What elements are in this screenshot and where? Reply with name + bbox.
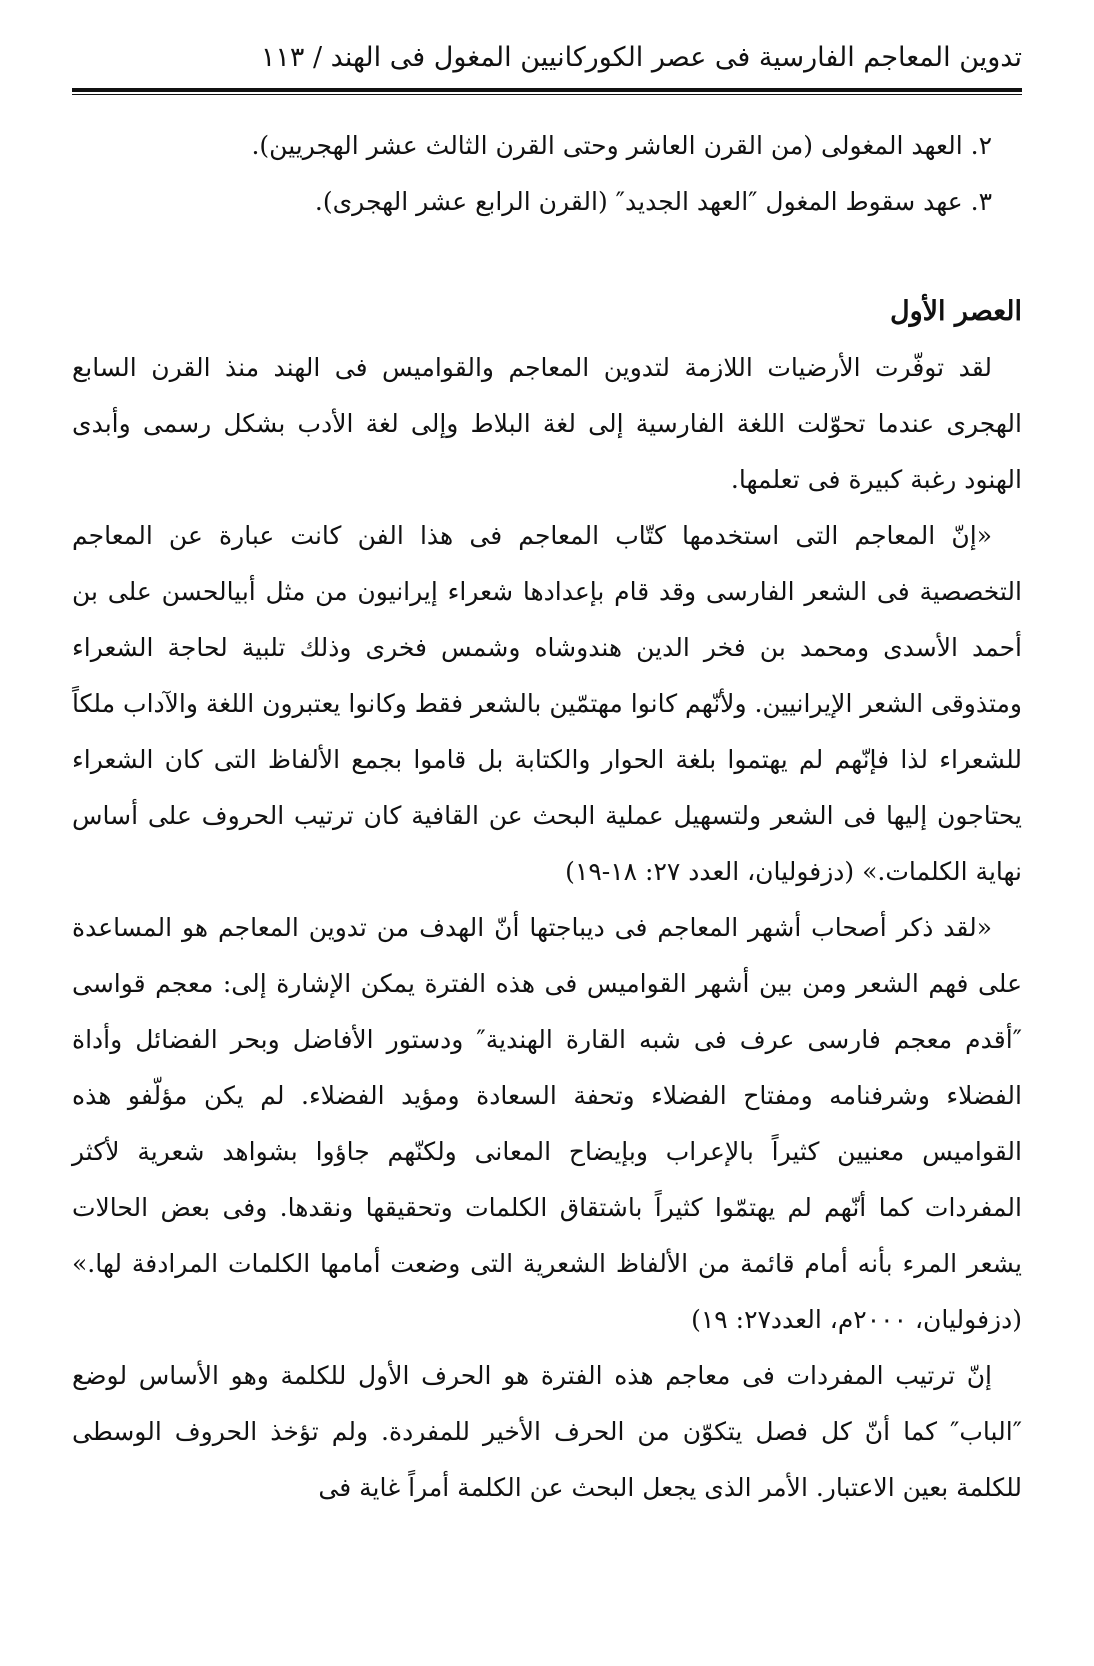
paragraph: إنّ ترتيب المفردات فى معاجم هذه الفترة هو الحرف الأول للكلمة وهو الأساس لوضع ″الباب″ كما أنّ كل فصل يتكوّن من الحرف الأخير للمفردة. ولم تؤخذ الحروف الوسطى للكلمة بعين الاعتبار. الأمر الذى يجعل البحث عن الكلمة أمراً غاية فى bbox=[72, 1361, 1022, 1502]
page-body bbox=[72, 118, 1022, 1516]
header-rule bbox=[72, 88, 1022, 95]
running-header: تدوين المعاجم الفارسية فى عصر الكوركانيين المغول فى الهند / ١١٣ bbox=[260, 42, 1022, 73]
list-item: ٣. عهد سقوط المغول ″العهد الجديد″ (القرن الرابع عشر الهجرى). bbox=[314, 187, 992, 216]
section-heading: العصر الأول bbox=[889, 296, 1022, 327]
paragraph: لقد توفّرت الأرضيات اللازمة لتدوين المعاجم والقواميس فى الهند منذ القرن السابع الهجرى عندما تحوّلت اللغة الفارسية إلى لغة البلاط وإلى لغة الأدب بشكل رسمى وأبدى الهنود رغبة كبيرة فى تعلمها. bbox=[72, 353, 1022, 494]
list-item: ٢. العهد المغولى (من القرن العاشر وحتى القرن الثالث عشر الهجريين). bbox=[251, 131, 992, 160]
quoted-paragraph: «إنّ المعاجم التى استخدمها كتّاب المعاجم فى هذا الفن كانت عبارة عن المعاجم التخصصية فى الشعر الفارسى وقد قام بإعدادها شعراء إيرانيون من مثل أبيالحسن على بن أحمد الأسدى ومحمد بن فخر الدين هندوشاه وشمس فخرى وذلك تلبية لحاجة الشعراء ومتذوقى الشعر الإيرانيين. ولأنّهم كانوا مهتمّين بالشعر فقط وكانوا يعتبرون اللغة والآداب ملكاً للشعراء لذا فإنّهم لم يهتموا بلغة الحوار والكتابة بل قاموا بجمع الألفاظ التى كان الشعراء يحتاجون إليها فى الشعر ولتسهيل عملية البحث عن القافية كان ترتيب الحروف على أساس نهاية الكلمات.» (دزفوليان، العدد ٢٧: ١٨-١٩) bbox=[72, 521, 1022, 886]
quoted-paragraph: «لقد ذكر أصحاب أشهر المعاجم فى ديباجتها أنّ الهدف من تدوين المعاجم هو المساعدة على فهم الشعر ومن بين أشهر القواميس فى هذه الفترة يمكن الإشارة إلى: معجم قواسى ″أقدم معجم فارسى عرف فى شبه القارة الهندية″ ودستور الأفاضل وبحر الفضائل وأداة الفضلاء وشرفنامه ومفتاح الفضلاء وتحفة السعادة ومؤيد الفضلاء. لم يكن مؤلّفو هذه القواميس معنيين كثيراً بالإعراب وبإيضاح المعانى ولكنّهم جاؤوا بشواهد شعرية لأكثر المفردات كما أنّهم لم يهتمّوا كثيراً باشتقاق الكلمات وتحقيقها ونقدها. وفى بعض الحالات يشعر المرء بأنه أمام قائمة من الألفاظ الشعرية التى وضعت أمامها الكلمات المرادفة لها.» (دزفوليان، ٢٠٠٠م، العدد٢٧: ١٩) bbox=[72, 913, 1022, 1334]
